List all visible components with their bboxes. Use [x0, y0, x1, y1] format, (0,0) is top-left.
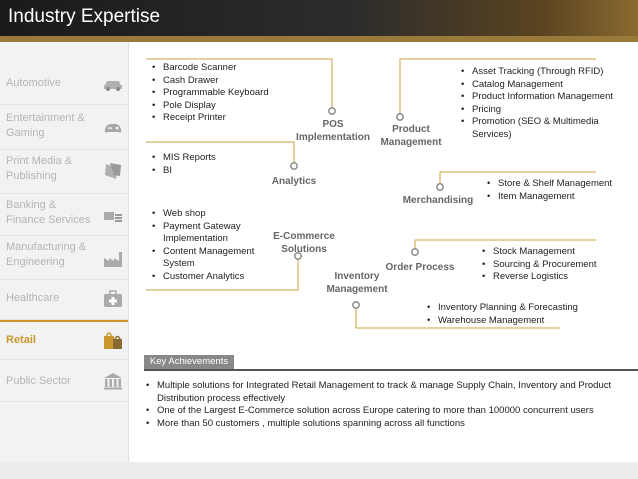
node-order-process: Order Process [385, 262, 455, 273]
sidebar-item-label: Manufacturing & Engineering [6, 241, 87, 268]
key-achievements-divider [144, 369, 638, 371]
list-item: • More than 50 customers , multiple solutions spanning across all functions [146, 418, 616, 431]
list-item: • Reverse Logistics [482, 271, 632, 284]
sidebar-item-label: Automotive [6, 77, 62, 89]
list-item: • Asset Tracking (Through RFID) [461, 66, 633, 79]
list-item: • Programmable Keyboard [152, 87, 322, 100]
key-achievements-list [146, 380, 616, 430]
list-item: • Item Management [487, 191, 635, 204]
sidebar-item-label: Print Media & Publishing [6, 155, 73, 182]
list-ecommerce [152, 208, 270, 283]
list-item: • Warehouse Management [427, 315, 607, 328]
key-achievements-tab: Key Achievements [144, 355, 234, 369]
node-inventory-management: Inventory Management [326, 271, 388, 295]
list-item: • Product Information Management [461, 91, 633, 104]
list-item: • MIS Reports [152, 152, 272, 165]
list-item: • Content Management System [152, 246, 270, 271]
list-item: • Pole Display [152, 100, 322, 113]
list-item: • BI [152, 165, 272, 178]
sidebar-item-label: Banking & Finance Services [6, 199, 91, 226]
list-item: • Cash Drawer [152, 75, 322, 88]
node-ecommerce-solutions: E-Commerce Solutions [273, 231, 335, 255]
list-analytics [152, 152, 272, 177]
list-pos [152, 62, 322, 125]
list-item: • Store & Shelf Management [487, 178, 635, 191]
sidebar-item-label: Public Sector [6, 375, 71, 387]
list-item: • Pricing [461, 104, 633, 117]
sidebar-item-label: Retail [6, 334, 36, 346]
list-item: • Promotion (SEO & Multimedia Services) [461, 116, 633, 141]
list-item: • Stock Management [482, 246, 632, 259]
list-order-process [482, 246, 632, 284]
list-item: • Barcode Scanner [152, 62, 322, 75]
list-merchandising [487, 178, 635, 203]
list-item: • Catalog Management [461, 79, 633, 92]
node-pos-implementation: POS Implementation [296, 119, 370, 143]
node-merchandising: Merchandising [402, 195, 474, 206]
list-item: • Payment Gateway Implementation [152, 221, 270, 246]
node-analytics: Analytics [271, 176, 317, 187]
node-product-management: Product Management [380, 124, 442, 148]
list-item: • Inventory Planning & Forecasting [427, 302, 607, 315]
list-product-management [461, 66, 633, 141]
list-item: • Receipt Printer [152, 112, 322, 125]
sidebar-item-label: Healthcare [6, 292, 60, 304]
sidebar-item-label: Entertainment & Gaming [6, 112, 85, 139]
page-title: Industry Expertise [8, 6, 161, 27]
list-inventory [427, 302, 607, 327]
list-item: • Web shop [152, 208, 270, 221]
list-item: • Sourcing & Procurement [482, 259, 632, 272]
list-item: • Multiple solutions for Integrated Retail Management to track & manage Supply Chain, Inventory and Product Distribution process effectively [146, 380, 616, 405]
list-item: • Customer Analytics [152, 271, 270, 284]
list-item: • One of the Largest E-Commerce solution across Europe catering to more than 100000 concurrent users [146, 405, 616, 418]
